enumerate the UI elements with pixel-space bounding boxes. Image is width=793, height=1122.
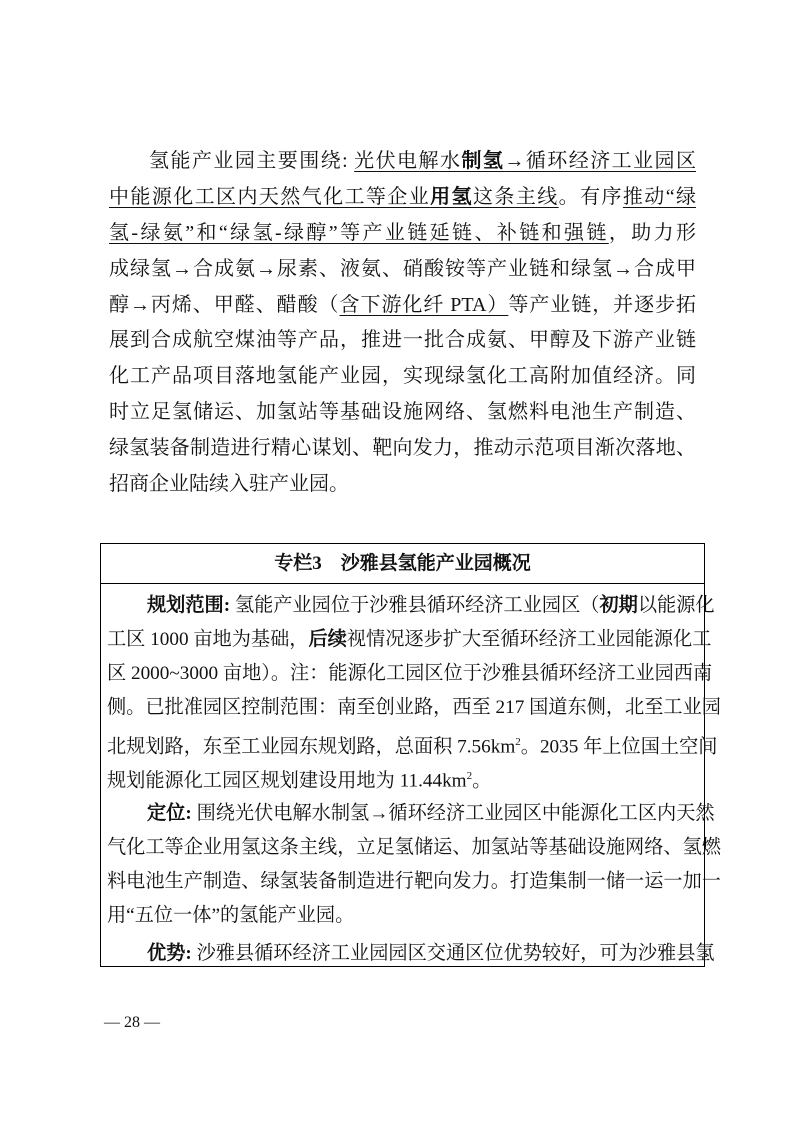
text-line [107, 589, 715, 623]
bold-text: 定位: [147, 803, 192, 824]
bold-text: 制氢 [461, 150, 505, 172]
text-segment: 区 2000~3000 亩地）。注：能源化工园区位于沙雅县循环经济工业园西南 [107, 663, 713, 684]
bold-text: 用氢 [430, 185, 473, 208]
text-line [107, 865, 721, 899]
sidebar-box-column-3 [100, 543, 721, 967]
body-paragraph [109, 144, 696, 503]
text-segment: 侧。已批准园区控制范围：南至创业路，西至 217 国道东侧，北至工业园 [107, 697, 721, 718]
text-line [107, 937, 715, 971]
text-line [107, 899, 700, 933]
text-segment: 氢能产业园位于沙雅县循环经济工业园区（ [230, 595, 600, 616]
text-line [109, 216, 696, 252]
text-segment: 规划能源化工园区规划建设用地为 11.44km [107, 770, 467, 792]
text-line [109, 144, 696, 180]
text-segment: 成绿氢→合成氨→尿素、液氨、硝酸铵等产业链和绿氢→合成甲 [109, 257, 696, 280]
text-line [109, 359, 696, 395]
underlined-text: →循环经济工业园区 [504, 150, 697, 172]
text-segment: 料电池生产制造、绿氢装备制造进行靶向发力。打造集制一储一运一加一 [107, 871, 721, 892]
text-segment: 。2035 年上位国土空间 [520, 736, 718, 758]
underlined-text: 含下游化纤 PTA） [339, 293, 509, 316]
text-segment: 展到合成航空煤油等产品，推进一批合成氨、甲醇及下游产业链 [109, 329, 696, 352]
text-segment: 沙雅县循环经济工业园园区交通区位优势较好，可为沙雅县氢 [191, 943, 715, 964]
text-line [109, 180, 696, 216]
text-line [109, 288, 696, 324]
text-segment: 用“五位一体”的氢能产业园。 [107, 905, 355, 926]
bold-text: 优势: [147, 943, 192, 964]
bold-text: 初期 [599, 595, 638, 616]
text-line [107, 759, 700, 793]
text-line [107, 831, 721, 865]
text-segment: 醇→丙烯、甲醛、醋酸（ [109, 293, 340, 316]
box-title: 专栏3 沙雅县氢能产业园概况 [101, 544, 704, 584]
text-segment: 。有序 [558, 185, 623, 208]
underlined-text: 光伏电解水 [354, 150, 462, 172]
text-segment: 氢能产业园主要围绕: [149, 150, 355, 172]
text-segment: ，助力形 [608, 221, 697, 244]
text-line [109, 323, 696, 359]
box-body [101, 584, 721, 971]
text-segment: 招商企业陆续入驻产业园。 [109, 473, 349, 496]
text-segment: 等产业链，并逐步拓 [508, 293, 697, 316]
text-segment: 围绕光伏电解水制氢→循环经济工业园区中能源化工区内天然 [191, 803, 715, 824]
text-segment: 以能源化 [637, 595, 715, 616]
text-segment: 气化工等企业用氢这条主线，立足氢储运、加氢站等基础设施网络、氢燃 [107, 837, 721, 858]
underlined-text: 中能源化工区内天然气化工等企业 [109, 185, 431, 208]
text-segment: 视情况逐步扩大至循环经济工业园能源化工 [346, 629, 712, 650]
text-line [109, 252, 696, 288]
text-line [107, 797, 715, 831]
underlined-text: 推动“绿 [622, 185, 697, 208]
bold-text: 后续 [308, 629, 347, 650]
text-segment: 2 [466, 770, 473, 782]
text-line [109, 431, 696, 467]
underlined-text: 这条主线 [473, 185, 559, 208]
text-segment: 。 [472, 770, 492, 792]
text-segment: 工区 1000 亩地为基础， [107, 629, 309, 650]
text-line [107, 691, 721, 725]
text-line [107, 657, 713, 691]
bold-text: 规划范围: [147, 595, 231, 616]
text-line [109, 395, 696, 431]
text-line [109, 467, 696, 503]
text-line [107, 725, 718, 759]
text-segment: 化工产品项目落地氢能产业园，实现绿氢化工高附加值经济。同 [109, 365, 696, 388]
underlined-text: 氢-绿氨”和“绿氢-绿醇”等产业链延链、补链和强链 [109, 221, 609, 244]
text-segment: 绿氢装备制造进行精心谋划、靶向发力，推动示范项目渐次落地、 [109, 437, 696, 460]
text-line [107, 623, 712, 657]
page-number: — 28 — [104, 1014, 160, 1031]
text-segment: 2 [515, 736, 521, 748]
text-segment: 时立足氢储运、加氢站等基础设施网络、氢燃料电池生产制造、 [109, 401, 696, 424]
text-segment: 北规划路，东至工业园东规划路，总面积 7.56km [107, 736, 516, 758]
